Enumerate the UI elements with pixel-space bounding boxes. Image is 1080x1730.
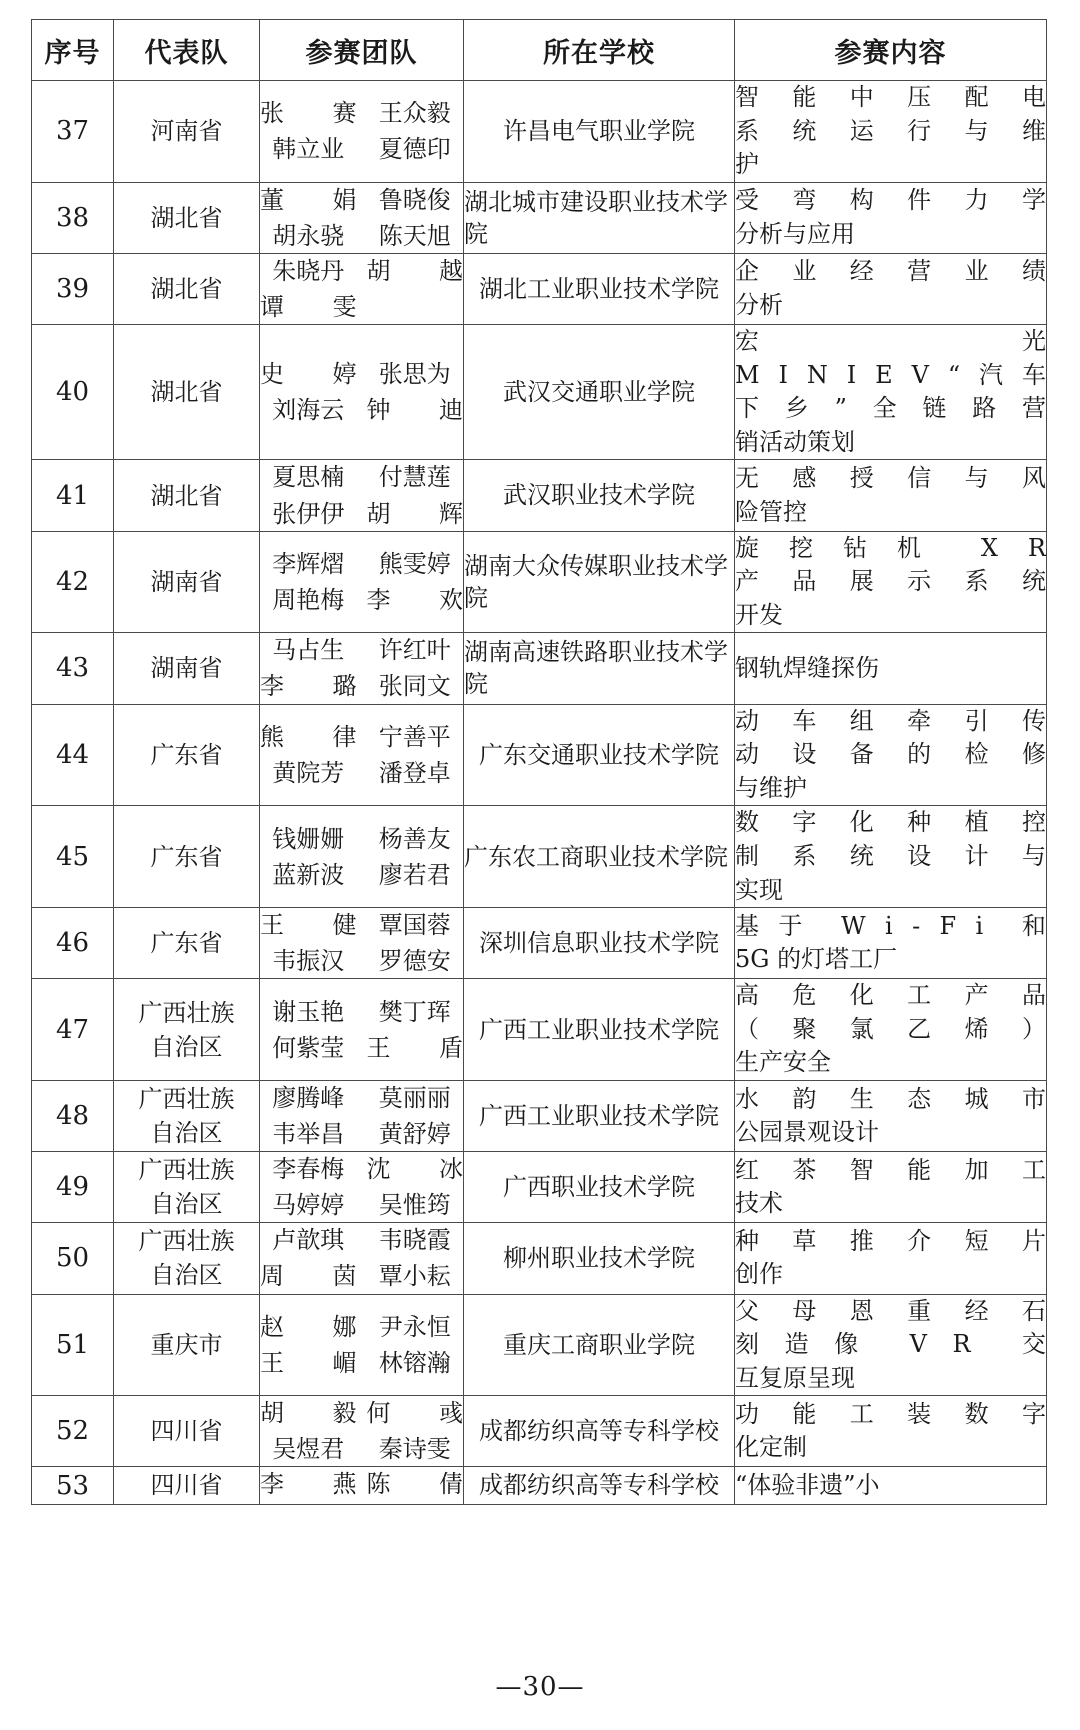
member-name: 钟 迪 (366, 396, 463, 425)
topic-line: 实现 (735, 875, 783, 904)
cell-index: 38 (32, 182, 114, 253)
member-name: 陈天旭 (378, 221, 451, 250)
table-row (32, 253, 1047, 324)
cell-team (114, 979, 260, 1081)
cell-members (260, 908, 464, 979)
cell-school: 广东农工商职业技术学院 (464, 806, 735, 908)
cell-school: 广西工业职业技术学院 (464, 1081, 735, 1152)
cell-members (260, 460, 464, 531)
cell-members (260, 1396, 464, 1467)
cell-school: 重庆工商职业学院 (464, 1294, 735, 1396)
member-name: 朱晓丹 (272, 256, 345, 285)
cell-topic (735, 1081, 1047, 1152)
cell-topic (735, 531, 1047, 633)
team-line: 广东省 (150, 740, 223, 769)
member-name: 杨善友 (378, 824, 451, 853)
team-line: 重庆市 (150, 1330, 223, 1359)
member-name: 史 婷 (260, 360, 357, 389)
team-line: 湖北省 (150, 274, 223, 303)
table-row (32, 460, 1047, 531)
team-line: 广东省 (150, 929, 223, 958)
topic-line: 下 乡 ” 全 链 路 营 (735, 394, 1046, 423)
cell-school: 成都纺织高等专科学校 (464, 1396, 735, 1467)
cell-team (114, 1396, 260, 1467)
cell-index: 42 (32, 531, 114, 633)
team-line: 湖南省 (150, 654, 223, 683)
column-header-school: 所在学校 (464, 20, 735, 81)
header-row (32, 20, 1047, 81)
cell-team (114, 81, 260, 183)
topic-line: （ 聚 氯 乙 烯 ） (735, 1014, 1046, 1043)
cell-team (114, 1152, 260, 1223)
cell-topic (735, 1294, 1047, 1396)
topic-line: 旋 挖 钻 机 X R (735, 533, 1046, 562)
cell-index: 40 (32, 325, 114, 460)
cell-topic (735, 1223, 1047, 1294)
cell-index: 43 (32, 633, 114, 704)
member-name: 马占生 (272, 636, 345, 665)
cell-school: 许昌电气职业学院 (464, 81, 735, 183)
topic-line: 红 茶 智 能 加 工 (735, 1155, 1046, 1184)
member-name: 刘海云 (272, 396, 345, 425)
topic-line: 开发 (735, 600, 783, 629)
cell-members (260, 1152, 464, 1223)
member-name: 谢玉艳 (272, 997, 345, 1026)
member-name: 李 欢 (366, 586, 463, 615)
team-line: 湖北省 (150, 378, 223, 407)
member-name: 周 茵 (260, 1262, 357, 1291)
member-name: 夏德印 (378, 135, 451, 164)
topic-line: “体验非遗”小 (735, 1470, 880, 1499)
topic-line: 数 字 化 种 植 控 (735, 808, 1046, 837)
member-name: 何紫莹 (272, 1033, 345, 1062)
cell-topic (735, 253, 1047, 324)
table-row (32, 908, 1047, 979)
cell-school: 湖北城市建设职业技术学院 (464, 182, 735, 253)
cell-members (260, 633, 464, 704)
team-line: 广西壮族 (138, 1227, 235, 1256)
cell-topic (735, 704, 1047, 806)
team-line: 四川省 (150, 1417, 223, 1446)
member-name: 林镕瀚 (378, 1348, 451, 1377)
cell-topic (735, 81, 1047, 183)
cell-team (114, 1467, 260, 1504)
table-row (32, 1294, 1047, 1396)
member-name: 潘登卓 (378, 758, 451, 787)
topic-line: 互复原呈现 (735, 1363, 855, 1392)
table-body (32, 81, 1047, 1505)
topic-line: 创作 (735, 1260, 783, 1289)
cell-topic (735, 460, 1047, 531)
member-name: 谭 雯 (260, 293, 357, 322)
team-line: 湖北省 (150, 203, 223, 232)
cell-topic (735, 979, 1047, 1081)
team-line: 广东省 (150, 842, 223, 871)
cell-members (260, 806, 464, 908)
member-name: 赵 娜 (260, 1312, 357, 1341)
member-name: 李春梅 (272, 1155, 345, 1184)
cell-school: 广西工业职业技术学院 (464, 979, 735, 1081)
column-header-team: 代表队 (114, 20, 260, 81)
cell-school: 广西职业技术学院 (464, 1152, 735, 1223)
table-row (32, 1467, 1047, 1504)
member-name: 秦诗雯 (378, 1435, 451, 1464)
cell-members (260, 531, 464, 633)
member-name: 樊丁珲 (378, 997, 451, 1026)
cell-index: 52 (32, 1396, 114, 1467)
topic-line: 生产安全 (735, 1048, 831, 1077)
topic-line: 宏 光 (735, 327, 1046, 356)
cell-team (114, 460, 260, 531)
topic-line: 钢轨焊缝探伤 (735, 653, 879, 682)
cell-topic (735, 806, 1047, 908)
column-header-members: 参赛团队 (260, 20, 464, 81)
cell-members (260, 182, 464, 253)
table-row (32, 1223, 1047, 1294)
topic-line: 制 系 统 设 计 与 (735, 841, 1046, 870)
team-line: 广西壮族 (138, 1085, 235, 1114)
cell-members (260, 979, 464, 1081)
topic-line: 基 于 W i - F i 和 (735, 911, 1046, 940)
team-line: 湖北省 (150, 481, 223, 510)
member-name: 黄舒婷 (378, 1120, 451, 1149)
member-name: 覃小耘 (378, 1262, 451, 1291)
member-name: 韦举昌 (272, 1120, 345, 1149)
topic-line: 高 危 化 工 产 品 (735, 981, 1046, 1010)
cell-team (114, 704, 260, 806)
topic-line: M I N I E V “ 汽 车 (735, 360, 1046, 389)
team-line: 自治区 (150, 1032, 223, 1061)
topic-line: 公园景观设计 (735, 1118, 879, 1147)
cell-index: 47 (32, 979, 114, 1081)
member-name: 胡 毅 (260, 1399, 357, 1428)
cell-topic (735, 325, 1047, 460)
topic-line: 水 韵 生 态 城 市 (735, 1084, 1046, 1113)
table-row (32, 182, 1047, 253)
cell-team (114, 182, 260, 253)
member-name: 胡永骁 (272, 221, 345, 250)
topic-line: 种 草 推 介 短 片 (735, 1226, 1046, 1255)
topic-line: 动 车 组 牵 引 传 (735, 706, 1046, 735)
topic-line: 化定制 (735, 1433, 807, 1462)
member-name: 张 赛 (260, 99, 357, 128)
topic-line: 产 品 展 示 系 统 (735, 567, 1046, 596)
member-name: 董 娟 (260, 185, 357, 214)
cell-members (260, 704, 464, 806)
table-row (32, 979, 1047, 1081)
cell-members (260, 1467, 464, 1504)
team-line: 自治区 (150, 1190, 223, 1219)
member-name: 蓝新波 (272, 860, 345, 889)
cell-topic (735, 182, 1047, 253)
table-header (32, 20, 1047, 81)
cell-topic (735, 1467, 1047, 1504)
table-row (32, 633, 1047, 704)
member-name: 王 健 (260, 911, 357, 940)
topic-line: 功 能 工 装 数 字 (735, 1399, 1046, 1428)
topic-line: 护 (735, 150, 759, 179)
member-name: 张思为 (378, 360, 451, 389)
cell-index: 41 (32, 460, 114, 531)
member-name: 李 璐 (260, 672, 357, 701)
member-name: 李辉熠 (272, 549, 345, 578)
topic-line: 无 感 授 信 与 风 (735, 463, 1046, 492)
member-name: 韦振汉 (272, 947, 345, 976)
member-name: 黄院芳 (272, 758, 345, 787)
table-row (32, 1081, 1047, 1152)
member-name: 尹永恒 (378, 1312, 451, 1341)
member-name: 熊雯婷 (378, 549, 451, 578)
topic-line: 分析 (735, 291, 783, 320)
cell-school: 湖北工业职业技术学院 (464, 253, 735, 324)
member-name: 廖若君 (378, 860, 451, 889)
cell-school: 武汉职业技术学院 (464, 460, 735, 531)
topic-line: 与维护 (735, 773, 807, 802)
cell-index: 51 (32, 1294, 114, 1396)
table-row (32, 81, 1047, 183)
member-name: 廖腾峰 (272, 1084, 345, 1113)
cell-school: 湖南大众传媒职业技术学院 (464, 531, 735, 633)
participants-table (31, 19, 1047, 1505)
topic-line: 企 业 经 营 业 绩 (735, 257, 1046, 286)
table-row (32, 531, 1047, 633)
member-name: 熊 律 (260, 722, 357, 751)
cell-school: 深圳信息职业技术学院 (464, 908, 735, 979)
member-name: 卢歆琪 (272, 1226, 345, 1255)
member-name (367, 290, 464, 324)
member-name: 胡 越 (366, 256, 463, 285)
table-row (32, 1152, 1047, 1223)
cell-index: 45 (32, 806, 114, 908)
member-name: 宁善平 (378, 722, 451, 751)
cell-team (114, 1223, 260, 1294)
cell-index: 53 (32, 1467, 114, 1504)
column-header-index: 序号 (32, 20, 114, 81)
cell-index: 50 (32, 1223, 114, 1294)
cell-index: 39 (32, 253, 114, 324)
cell-team (114, 1081, 260, 1152)
cell-topic (735, 633, 1047, 704)
cell-members (260, 81, 464, 183)
topic-line: 系 统 运 行 与 维 (735, 116, 1046, 145)
member-name: 鲁晓俊 (378, 185, 451, 214)
cell-members (260, 253, 464, 324)
cell-members (260, 1223, 464, 1294)
topic-line: 5G 的灯塔工厂 (735, 945, 898, 974)
member-name: 何 彧 (366, 1399, 463, 1428)
member-name: 马婷婷 (272, 1191, 345, 1220)
member-name: 张伊伊 (272, 499, 345, 528)
cell-school: 成都纺织高等专科学校 (464, 1467, 735, 1504)
team-line: 自治区 (150, 1261, 223, 1290)
cell-team (114, 531, 260, 633)
cell-members (260, 1294, 464, 1396)
team-line: 自治区 (150, 1119, 223, 1148)
member-name: 王众毅 (378, 99, 451, 128)
page-number: —30— (495, 1672, 585, 1702)
member-name: 韦晓霞 (378, 1226, 451, 1255)
topic-line: 险管控 (735, 497, 807, 526)
member-name: 吴煜君 (272, 1435, 345, 1464)
cell-index: 44 (32, 704, 114, 806)
cell-index: 48 (32, 1081, 114, 1152)
member-name: 罗德安 (378, 947, 451, 976)
column-header-topic: 参赛内容 (735, 20, 1047, 81)
member-name: 钱姗姗 (272, 824, 345, 853)
cell-index: 49 (32, 1152, 114, 1223)
member-name: 周艳梅 (272, 586, 345, 615)
member-name: 覃国蓉 (378, 911, 451, 940)
table-row (32, 806, 1047, 908)
topic-line: 受 弯 构 件 力 学 (735, 186, 1046, 215)
cell-index: 46 (32, 908, 114, 979)
team-line: 广西壮族 (138, 998, 235, 1027)
team-line: 四川省 (150, 1471, 223, 1500)
topic-line: 父 母 恩 重 经 石 (735, 1296, 1046, 1325)
topic-line: 智 能 中 压 配 电 (735, 83, 1046, 111)
member-name: 张同文 (378, 672, 451, 701)
cell-team (114, 253, 260, 324)
member-name: 陈 倩 (366, 1470, 463, 1499)
member-name: 许红叶 (378, 636, 451, 665)
cell-members (260, 325, 464, 460)
team-line: 广西壮族 (138, 1156, 235, 1185)
member-name: 李 燕 (260, 1470, 357, 1499)
member-name: 莫丽丽 (378, 1084, 451, 1113)
cell-topic (735, 908, 1047, 979)
cell-team (114, 633, 260, 704)
cell-school: 湖南高速铁路职业技术学院 (464, 633, 735, 704)
topic-line: 动 设 备 的 检 修 (735, 740, 1046, 769)
cell-topic (735, 1152, 1047, 1223)
cell-index: 37 (32, 81, 114, 183)
topic-line: 分析与应用 (735, 219, 855, 248)
member-name: 韩立业 (272, 135, 345, 164)
member-name: 王 嵋 (260, 1348, 357, 1377)
cell-team (114, 908, 260, 979)
table-row (32, 704, 1047, 806)
member-name: 吴惟筠 (378, 1191, 451, 1220)
topic-line: 刻 造 像 V R 交 (735, 1330, 1046, 1359)
table-row (32, 1396, 1047, 1467)
member-name: 夏思楠 (272, 463, 345, 492)
cell-school: 柳州职业技术学院 (464, 1223, 735, 1294)
cell-topic (735, 1396, 1047, 1467)
cell-team (114, 806, 260, 908)
cell-school: 广东交通职业技术学院 (464, 704, 735, 806)
cell-team (114, 325, 260, 460)
cell-members (260, 1081, 464, 1152)
team-line: 河南省 (150, 117, 223, 146)
topic-line: 销活动策划 (735, 427, 855, 456)
cell-team (114, 1294, 260, 1396)
topic-line: 技术 (735, 1189, 783, 1218)
member-name: 胡 辉 (366, 499, 463, 528)
team-line: 湖南省 (150, 567, 223, 596)
member-name: 王 盾 (366, 1033, 463, 1062)
table-row (32, 325, 1047, 460)
member-name: 沈 冰 (366, 1155, 463, 1184)
cell-school: 武汉交通职业学院 (464, 325, 735, 460)
member-name: 付慧莲 (378, 463, 451, 492)
